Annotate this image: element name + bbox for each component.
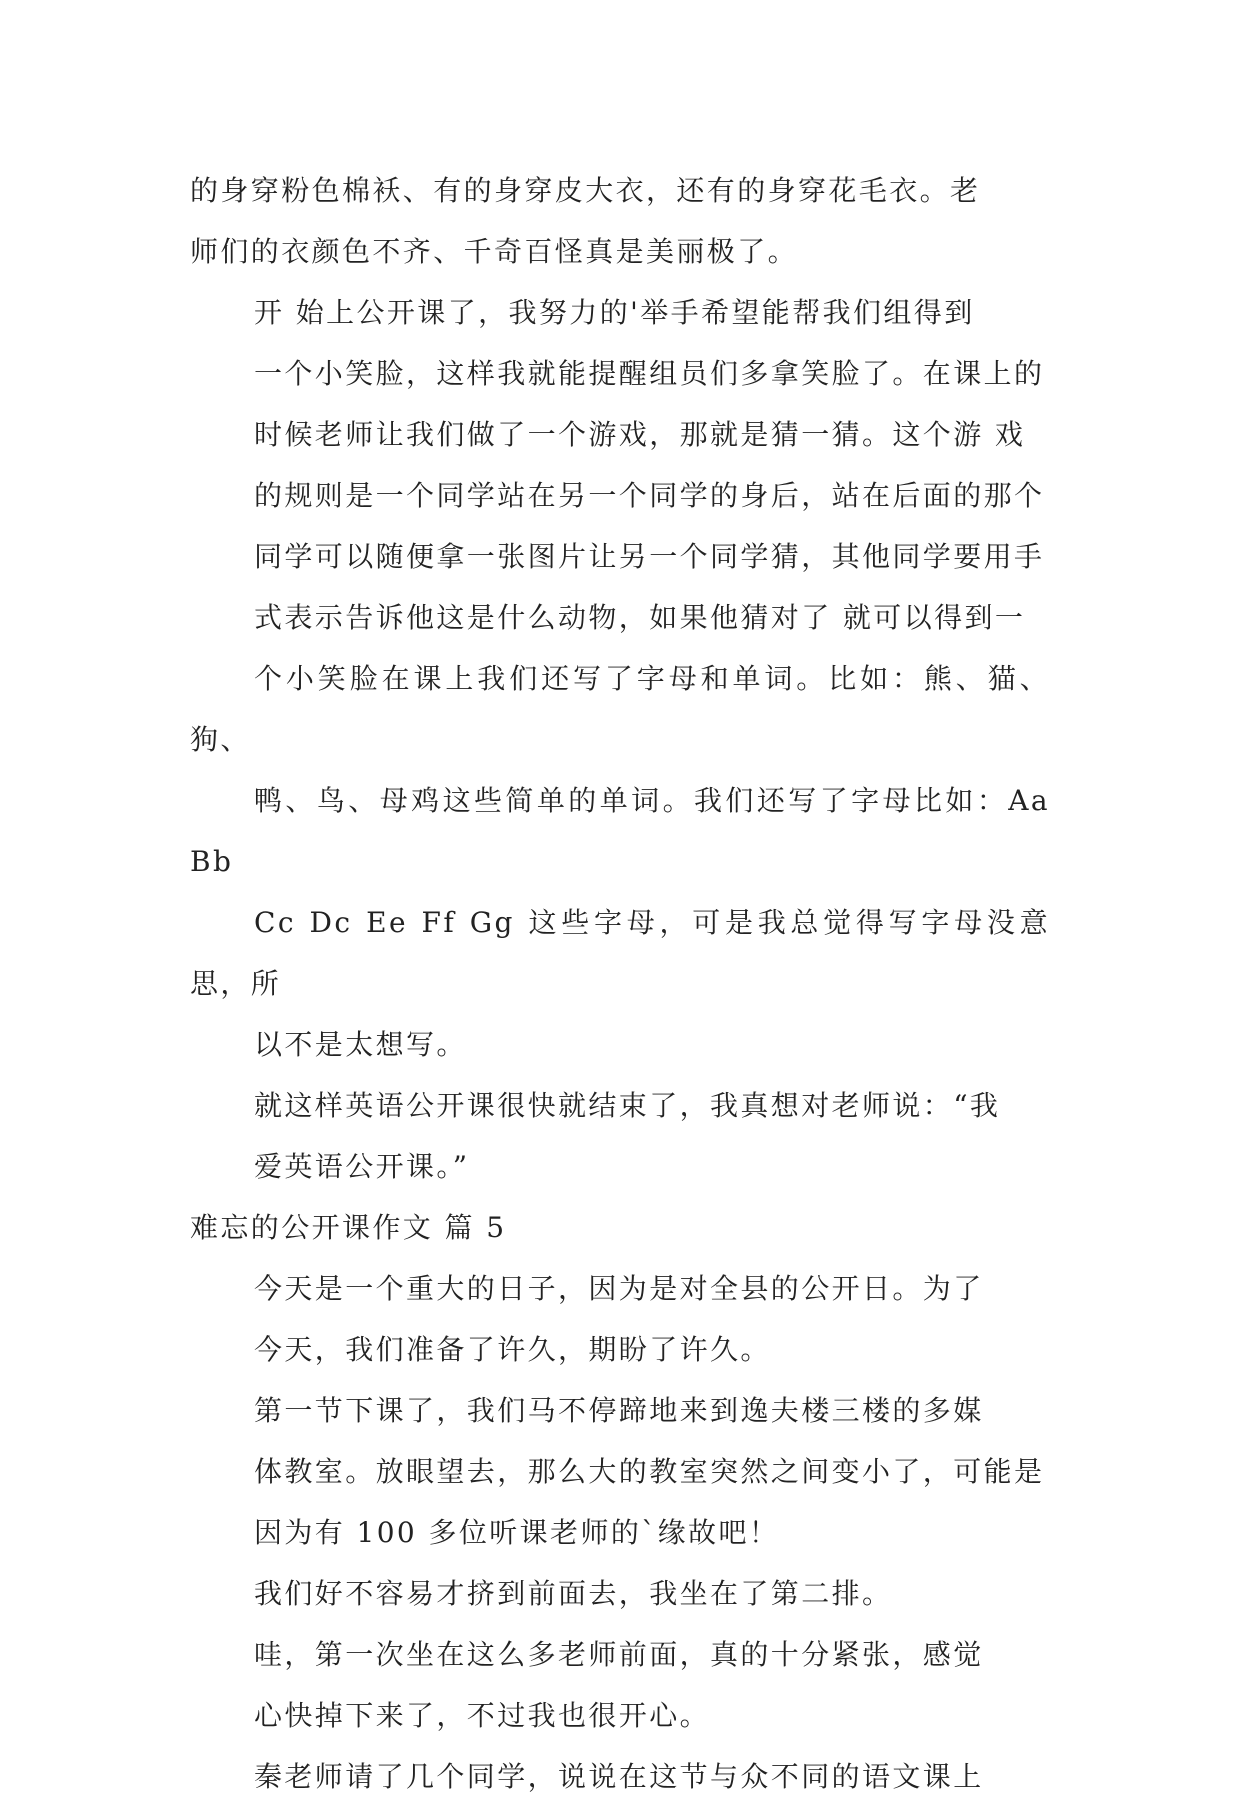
paragraph-line: 体教室。放眼望去，那么大的教室突然之间变小了，可能是	[254, 1455, 1045, 1488]
paragraph-line: Cc Dc Ee Ff Gg 这些字母，可是我总觉得写字母没意思，所	[190, 906, 1050, 1000]
document-page	[190, 160, 1050, 1807]
paragraph-line: 的身穿粉色棉袄、有的身穿皮大衣，还有的身穿花毛衣。老	[190, 174, 981, 207]
section-heading-text: 难忘的公开课作文 篇 5	[190, 1211, 507, 1244]
paragraph	[190, 160, 1050, 282]
paragraph-line: 以不是太想写。	[254, 1028, 467, 1061]
paragraph-line: 师们的衣颜色不齐、千奇百怪真是美丽极了。	[190, 235, 799, 268]
paragraph-line: 心快掉下来了，不过我也很开心。	[254, 1699, 711, 1732]
paragraph-line: 个小笑脸在课上我们还写了字母和单词。比如：熊、猫、狗、	[190, 662, 1050, 756]
paragraph-line: 时候老师让我们做了一个游戏，那就是猜一猜。这个游 戏	[254, 418, 1026, 451]
paragraph-line: 一个小笑脸，这样我就能提醒组员们多拿笑脸了。在课上的	[254, 357, 1045, 390]
paragraph-line: 同学可以随便拿一张图片让另一个同学猜，其他同学要用手	[254, 540, 1045, 573]
paragraph	[190, 1258, 1050, 1380]
paragraph	[190, 1380, 1050, 1563]
paragraph	[190, 1075, 1050, 1197]
paragraph	[190, 1746, 1050, 1807]
paragraph-line: 鸭、鸟、母鸡这些简单的单词。我们还写了字母比如：Aa Bb	[190, 784, 1050, 878]
paragraph-line: 哇，第一次坐在这么多老师前面，真的十分紧张，感觉	[254, 1638, 984, 1671]
paragraph-line: 今天是一个重大的日子，因为是对全县的公开日。为了	[254, 1272, 984, 1305]
paragraph-line: 因为有 100 多位听课老师的`缘故吧！	[254, 1516, 780, 1549]
section-heading	[190, 1197, 1050, 1258]
paragraph-line: 秦老师请了几个同学，说说在这节与众不同的语文课上	[254, 1760, 984, 1793]
document-body-after-heading	[190, 1258, 1050, 1807]
paragraph	[190, 1624, 1050, 1746]
paragraph-line: 开 始上公开课了，我努力的'举手希望能帮我们组得到	[254, 296, 975, 329]
paragraph-line: 式表示告诉他这是什么动物，如果他猜对了 就可以得到一	[254, 601, 1026, 634]
paragraph	[190, 1563, 1050, 1624]
paragraph-line: 的规则是一个同学站在另一个同学的身后，站在后面的那个	[254, 479, 1045, 512]
paragraph-line: 就这样英语公开课很快就结束了，我真想对老师说：“我	[254, 1089, 1001, 1122]
paragraph-line: 爱英语公开课。”	[254, 1150, 470, 1183]
paragraph-line: 第一节下课了，我们马不停蹄地来到逸夫楼三楼的多媒	[254, 1394, 984, 1427]
paragraph-line: 我们好不容易才挤到前面去，我坐在了第二排。	[254, 1577, 893, 1610]
document-body-before-heading	[190, 160, 1050, 1197]
paragraph	[190, 282, 1050, 1075]
paragraph-line: 今天，我们准备了许久，期盼了许久。	[254, 1333, 771, 1366]
